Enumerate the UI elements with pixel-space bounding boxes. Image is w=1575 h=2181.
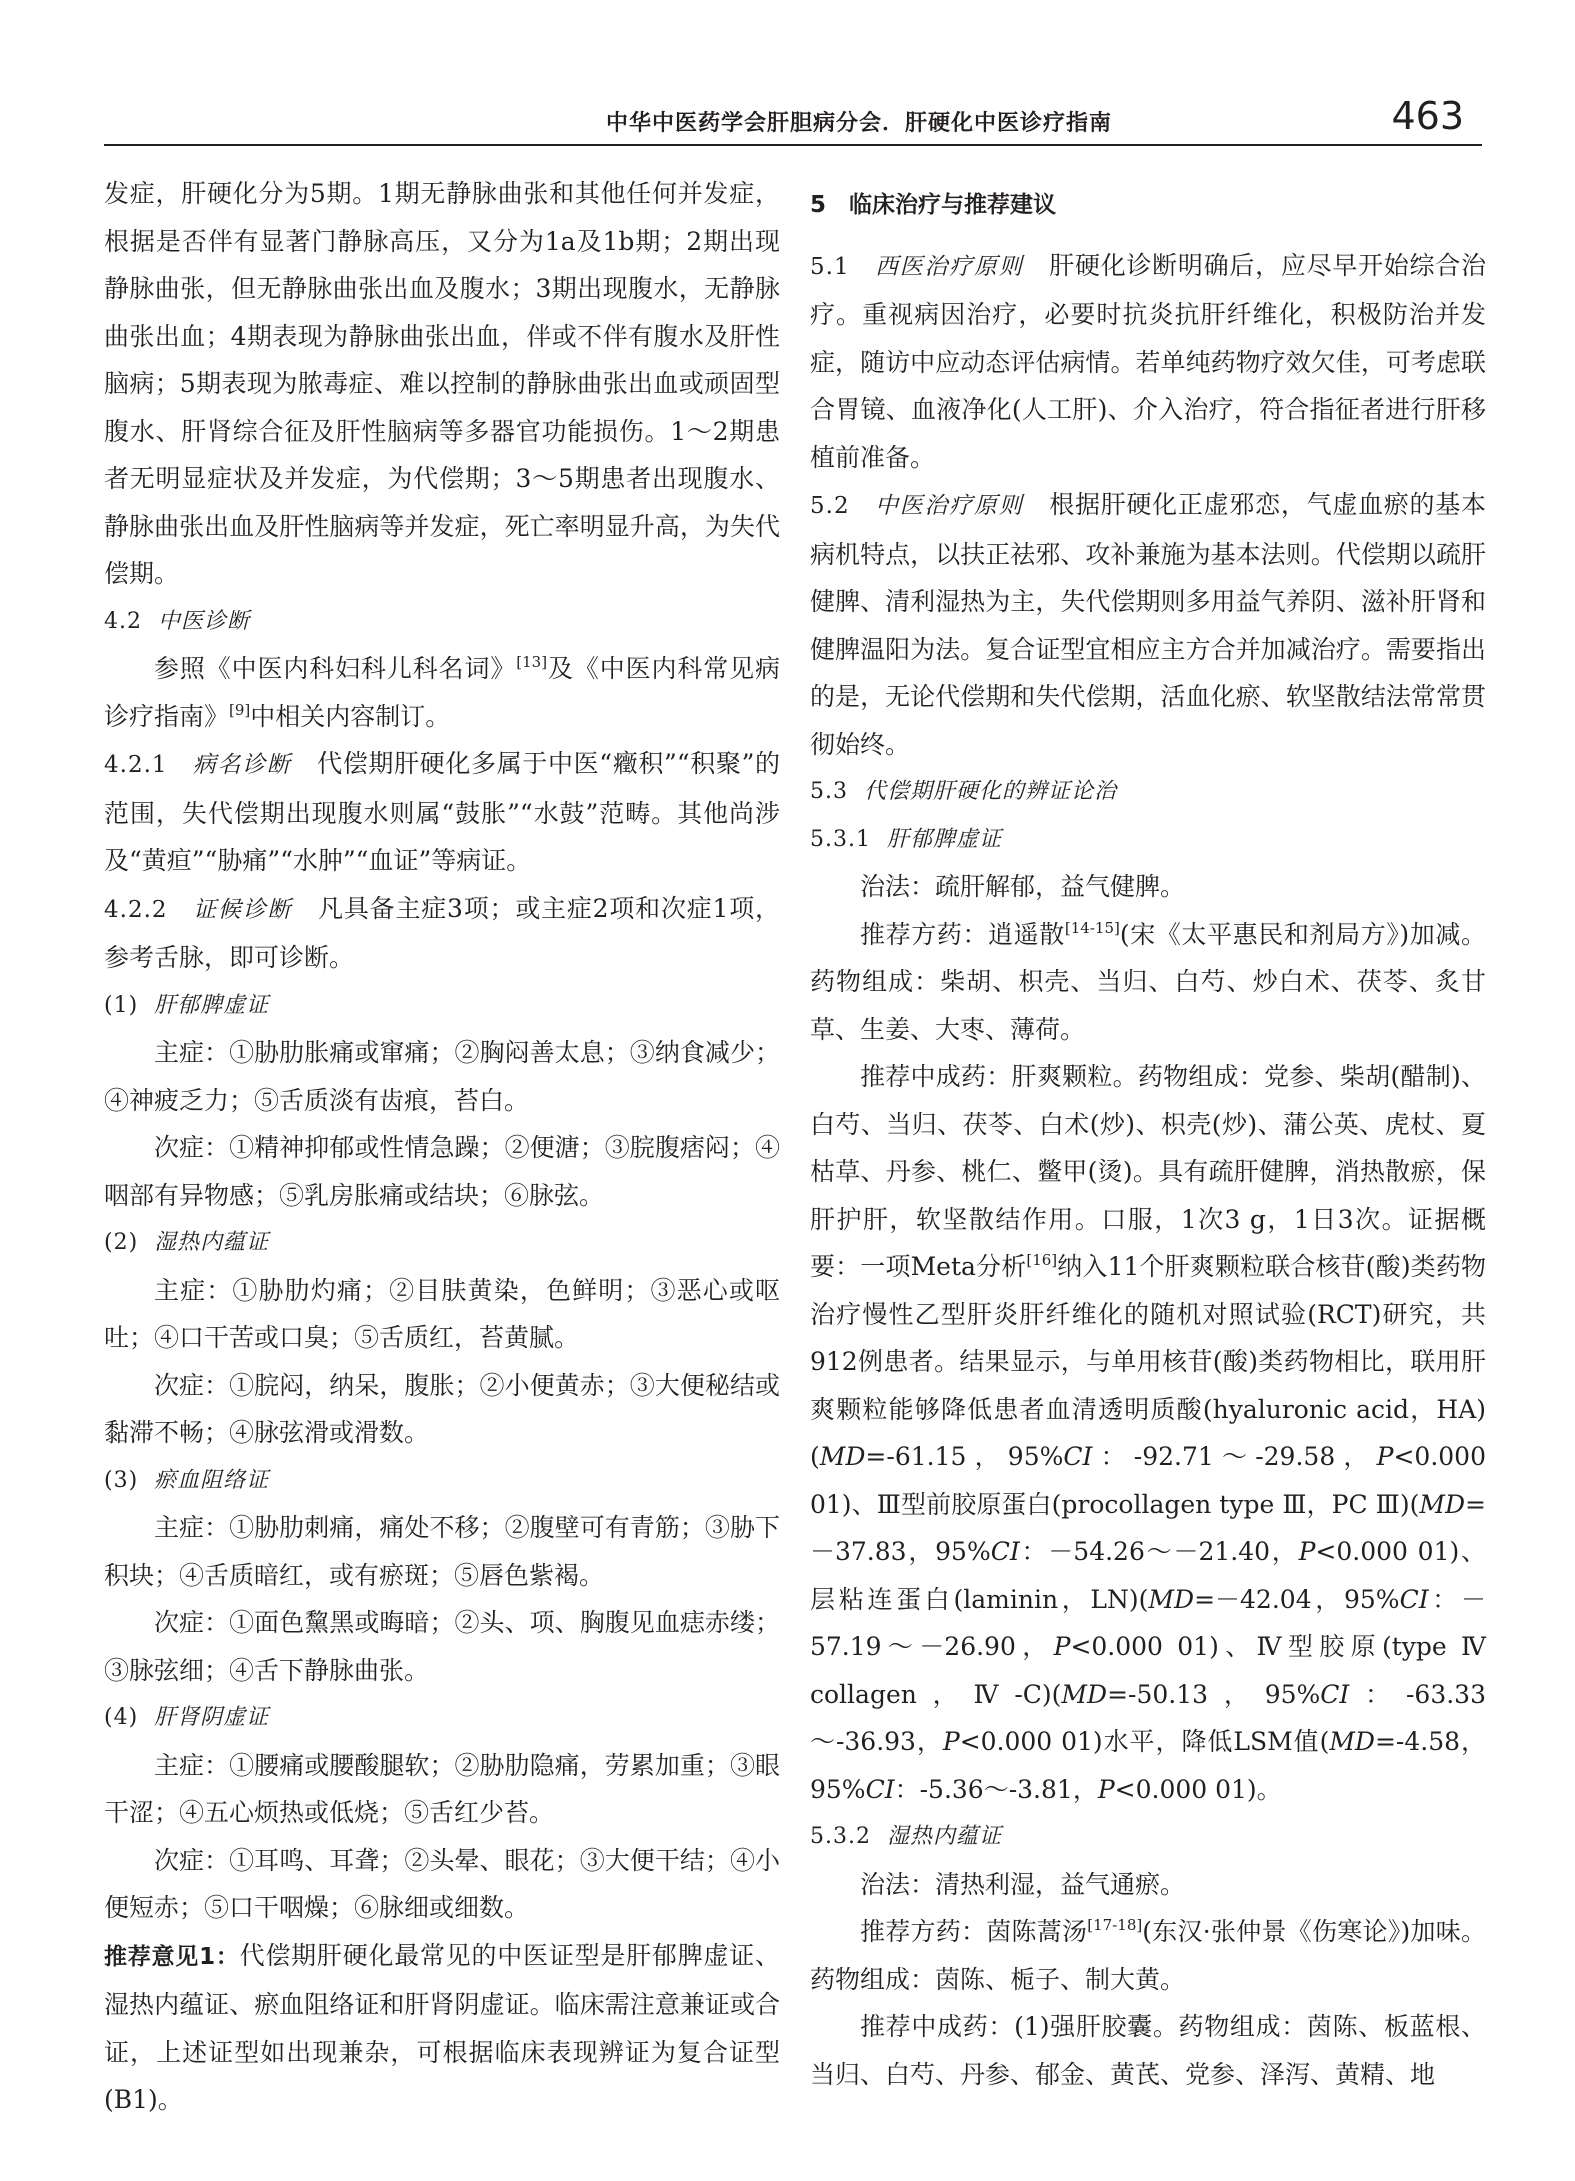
recommendation-1: 推荐意见1：代偿期肝硬化最常见的中医证型是肝郁脾虚证、湿热内蕴证、瘀血阻络证和肝肾阴虚证。临床需注意兼证或合证，上述证型如出现兼杂，可根据临床表现辨证为复合证型(B1)。 [104,1940,780,2114]
citation-17-18[interactable]: [17-18] [1087,1916,1143,1934]
patent-medicine-531: 推荐中成药：肝爽颗粒。药物组成：党参、柴胡(醋制)、白芍、当归、茯苓、白术(炒)、枳壳(炒)、蒲公英、虎杖、夏枯草、丹参、桃仁、鳖甲(烫)。具有疏肝健脾，消热散瘀，保肝护肝，软坚散结作用。口服，1次3 g，1日3次。证据概要：一项Meta分析[16]纳入11个肝爽颗粒联合核苷(酸)类药物治疗慢性乙型肝炎肝纤维化的随机对照试验(RCT)研究，共912例患者。结果显示，与单用核苷(酸)类药物相比，联用肝爽颗粒能够降低患者血清透明质酸(hyaluronic acid，HA)(MD=-61.15，95%CI：-92.71～-29.58，P<0.000 01)、Ⅲ型前胶原蛋白(procollagen type Ⅲ，PC Ⅲ)(MD=－37.83，95%CI：－54.26～－21.40，P<0.000 01)、层粘连蛋白(laminin，LN)(MD=－42.04，95%CI：－57.19～－26.90，P<0.000 01)、Ⅳ型胶原(type Ⅳ collagen，Ⅳ-C)(MD=-50.13，95%CI：-63.33～-36.93，P<0.000 01)水平，降低LSM值(MD=-4.58，95%CI：-5.36～-3.81，P<0.000 01)。 [810,1062,1487,1804]
paragraph-western-principle: 5.1 西医治疗原则 肝硬化诊断明确后，应尽早开始综合治疗。重视病因治疗，必要时抗炎抗肝纤维化，积极防治并发症，随访中应动态评估病情。若单纯药物疗效欠佳，可考虑联合胃镜、血液净化(人工肝)、介入治疗，符合指征者进行肝移植前准备。 [810,250,1487,472]
left-column [104,170,780,2124]
syndrome-4-main: 主症：①腰痛或腰酸腿软；②胁肋隐痛，劳累加重；③眼干涩；④五心烦热或低烧；⑤舌红少苔。 [104,1750,780,1827]
paragraph-reference-basis: 参照《中医内科妇科儿科名词》[13]及《中医内科常见病诊疗指南》[9]中相关内容制订。 [104,653,780,731]
paragraph-staging: 发症，肝硬化分为5期。1期无静脉曲张和其他任何并发症，根据是否伴有显著门静脉高压，又分为1a及1b期；2期出现静脉曲张，但无静脉曲张出血及腹水；3期出现腹水，无静脉曲张出血；4期表现为静脉曲张出血，伴或不伴有腹水及肝性脑病；5期表现为脓毒症、难以控制的静脉曲张出血或顽固型腹水、肝肾综合征及肝性脑病等多器官功能损伤。1～2期患者无明显症状及并发症，为代偿期；3～5期患者出现腹水、静脉曲张出血及肝性脑病等并发症，死亡率明显升高，为失代偿期。 [104,179,780,588]
running-title: 中华中医药学会肝胆病分会．肝硬化中医诊疗指南 [605,111,1112,136]
citation-14-15[interactable]: [14-15] [1064,918,1120,937]
heading-syndrome-1: (1) 肝郁脾虚证 [104,992,270,1018]
heading-5-3-2: 5.3.2 湿热内蕴证 [810,1824,1002,1849]
treatment-method-531: 治法：疏肝解郁，益气健脾。 [860,872,1186,901]
syndrome-2-main: 主症：①胁肋灼痛；②目肤黄染，色鲜明；③恶心或呕吐；④口干苦或口臭；⑤舌质红，苔黄腻。 [104,1275,780,1352]
citation-16[interactable]: [16] [1026,1251,1058,1269]
heading-4-2: 4.2 中医诊断 [104,608,251,634]
section-5-title: 5 临床治疗与推荐建议 [810,192,1057,218]
paragraph-syndrome-diagnosis: 4.2.2 证候诊断 凡具备主症3项；或主症2项和次症1项，参考舌脉，即可诊断。 [104,893,781,972]
heading-5-3: 5.3 代偿期肝硬化的辨证论治 [810,779,1118,804]
syndrome-4-secondary: 次症：①耳鸣、耳聋；②头晕、眼花；③大便干结；④小便短赤；⑤口干咽燥；⑥脉细或细数。 [104,1845,780,1922]
right-column [810,170,1486,2098]
formula-531: 推荐方药：逍遥散[14-15](宋《太平惠民和剂局方》)加减。药物组成：柴胡、枳壳、当归、白芍、炒白术、茯苓、炙甘草、生姜、大枣、薄荷。 [810,918,1486,1044]
citation-13[interactable]: [13] [516,653,548,671]
citation-9[interactable]: [9] [229,700,251,719]
syndrome-1-secondary: 次症：①精神抑郁或性情急躁；②便溏；③脘腹痞闷；④咽部有异物感；⑤乳房胀痛或结块；⑥脉弦。 [104,1133,780,1210]
syndrome-3-secondary: 次症：①面色黧黑或晦暗；②头、项、胸腹见血痣赤缕；③脉弦细；④舌下静脉曲张。 [104,1608,780,1685]
patent-medicine-532: 推荐中成药：(1)强肝胶囊。药物组成：茵陈、板蓝根、当归、白芍、丹参、郁金、黄芪、党参、泽泻、黄精、地 [810,2012,1486,2089]
paragraph-disease-diagnosis: 4.2.1 病名诊断 代偿期肝硬化多属于中医“癥积”“积聚”的范围，失代偿期出现腹水则属“鼓胀”“水鼓”范畴。其他尚涉及“黄疸”“胁痛”“水肿”“血证”等病证。 [104,749,781,875]
page-header [104,88,1482,146]
syndrome-1-main: 主症：①胁肋胀痛或窜痛；②胸闷善太息；③纳食减少；④神疲乏力；⑤舌质淡有齿痕，苔白。 [104,1038,780,1115]
syndrome-3-main: 主症：①胁肋刺痛，痛处不移；②腹壁可有青筋；③胁下积块；④舌质暗红，或有瘀斑；⑤唇色紫褐。 [104,1513,780,1590]
heading-syndrome-2: (2) 湿热内蕴证 [104,1230,270,1255]
heading-5-3-1: 5.3.1 肝郁脾虚证 [810,826,1002,852]
page-number: 463 [1391,94,1464,138]
recommendation-label: 推荐意见1： [104,1943,240,1970]
heading-syndrome-3: (3) 瘀血阻络证 [104,1467,270,1493]
paragraph-tcm-principle: 5.2 中医治疗原则 根据肝硬化正虚邪恋，气虚血瘀的基本病机特点，以扶正祛邪、攻补兼施为基本法则。代偿期以疏肝健脾、清利湿热为主，失代偿期则多用益气养阴、滋补肝肾和健脾温阳为法。复合证型宜相应主方合并加减治疗。需要指出的是，无论代偿期和失代偿期，活血化瘀、软坚散结法常常贯彻始终。 [810,490,1487,759]
treatment-method-532: 治法：清热利湿，益气通瘀。 [860,1869,1186,1899]
heading-syndrome-4: (4) 肝肾阴虚证 [104,1705,270,1730]
syndrome-2-secondary: 次症：①脘闷，纳呆，腹胀；②小便黄赤；③大便秘结或黏滞不畅；④脉弦滑或滑数。 [104,1370,780,1447]
formula-532: 推荐方药：茵陈蒿汤[17-18](东汉·张仲景《伤寒论》)加味。药物组成：茵陈、栀子、制大黄。 [810,1916,1486,1994]
